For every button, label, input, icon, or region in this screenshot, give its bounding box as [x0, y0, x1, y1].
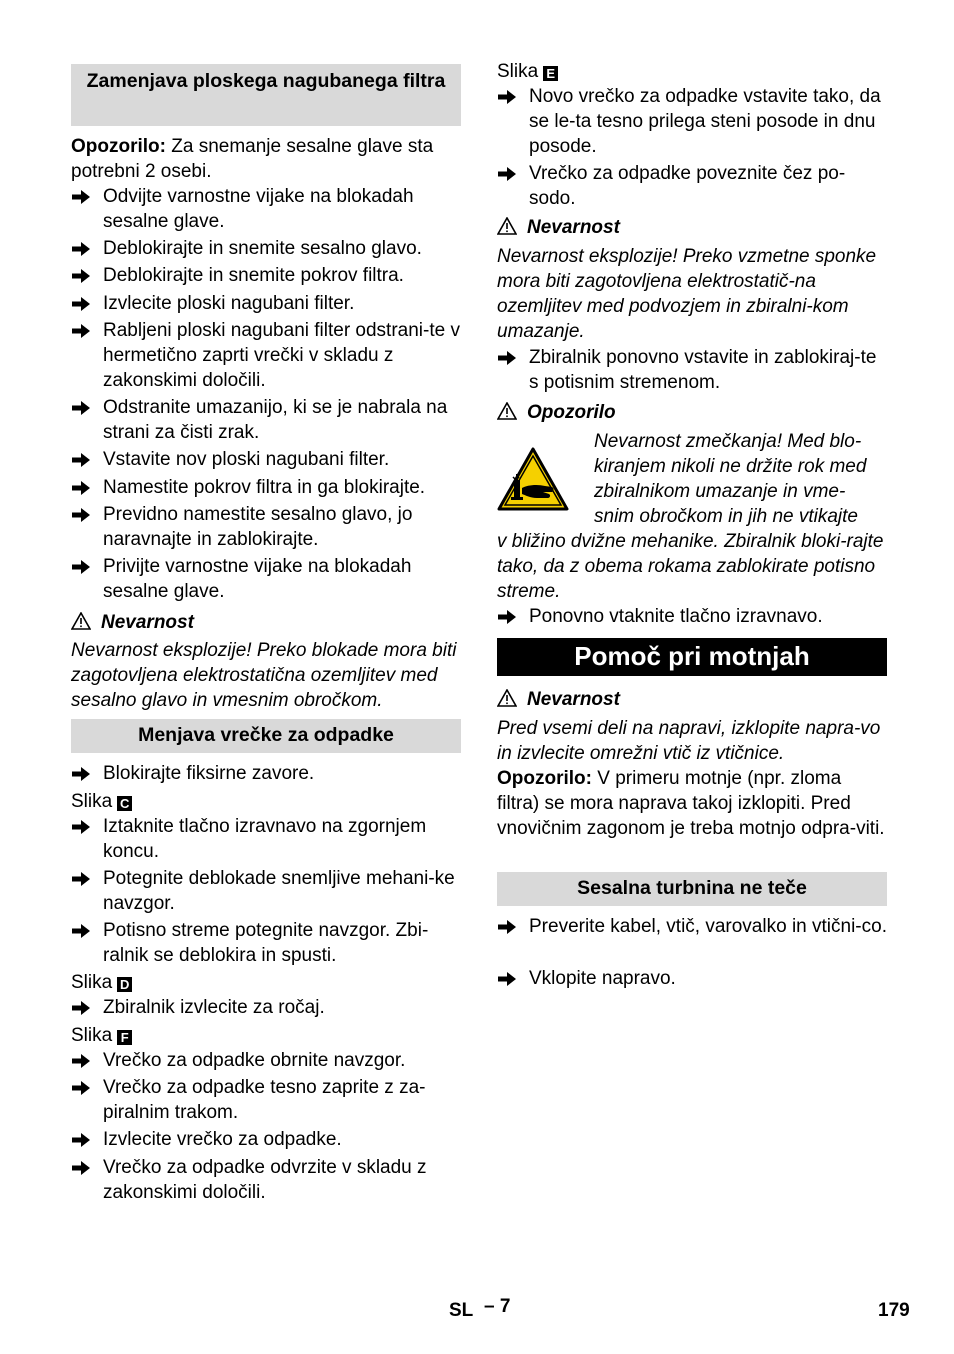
arrow-right-icon — [71, 291, 93, 316]
section-heading-turbine: Sesalna turbnina ne teče — [497, 872, 887, 906]
note-text: Za snemanje sesalne glave sta potrebni 2 osebi. — [71, 136, 434, 182]
list-item: Zbiralnik ponovno vstavite in zablokiraj-te s potisnim stremenom. — [497, 345, 887, 395]
list-item: Preverite kabel, vtič, varovalko in vtični-co. — [497, 914, 887, 939]
list-item: Vklopite napravo. — [497, 966, 887, 991]
arrow-right-icon — [71, 475, 93, 500]
figure-letter-badge: E — [543, 66, 558, 81]
danger-text: Nevarnost eksplozije! Preko vzmetne sponke mora biti zagotovljena elektrostatič-na ozemljitev med podvozjem in zbiralni-kom umazanje. — [497, 246, 877, 342]
arrow-right-icon — [71, 395, 93, 420]
arrow-right-icon — [71, 554, 93, 579]
arrow-right-icon — [71, 1048, 93, 1073]
list-item: Vrečko za odpadke poveznite čez po-sodo. — [497, 161, 887, 211]
list-item: Vrečko za odpadke obrnite navzgor. — [71, 1048, 461, 1073]
danger-heading: Nevarnost — [497, 687, 887, 712]
list-item: Odvijte varnostne vijake na blokadah sesalne glave. — [71, 184, 461, 234]
list-item: Vstavite nov ploski nagubani filter. — [71, 447, 461, 472]
arrow-right-icon — [71, 447, 93, 472]
footer-page-number: 179 — [878, 1300, 910, 1321]
danger-heading: Nevarnost — [497, 215, 887, 240]
arrow-right-icon — [71, 263, 93, 288]
list-item: Deblokirajte in snemite sesalno glavo. — [71, 236, 461, 261]
arrow-right-icon — [71, 995, 93, 1020]
arrow-right-icon — [71, 1155, 93, 1180]
list-item: Ponovno vtaknite tlačno izravnavo. — [497, 604, 887, 629]
section-heading-filter: Zamenjava ploskega nagubanega filtra — [71, 64, 461, 126]
arrow-right-icon — [497, 84, 519, 109]
figure-ref-c: Slika C — [71, 789, 461, 814]
hand-crush-warning-icon — [497, 447, 569, 511]
arrow-right-icon — [497, 604, 519, 629]
arrow-right-icon — [71, 502, 93, 527]
warning-triangle-icon — [497, 402, 517, 420]
caution-text: v bližino dvižne mehanike. Zbiralnik bloki-rajte tako, da z obema rokama zablokirate potisno streme. — [497, 531, 884, 602]
list-item: Zbiralnik izvlecite za ročaj. — [71, 995, 461, 1020]
note-label: Opozorilo: — [497, 768, 592, 789]
list-item: Novo vrečko za odpadke vstavite tako, da se le-ta tesno prilega steni posode in dnu posode. — [497, 84, 887, 159]
warning-triangle-icon — [497, 689, 517, 707]
danger-text: Pred vsemi deli na napravi, izklopite napra-vo in izvlecite omrežni vtič iz vtičnice. — [497, 718, 881, 764]
figure-ref-f: Slika F — [71, 1023, 461, 1048]
caution-heading: Opozorilo — [497, 400, 887, 425]
arrow-right-icon — [71, 814, 93, 839]
arrow-right-icon — [71, 918, 93, 943]
list-item: Potegnite deblokade snemljive mehani-ke navzgor. — [71, 866, 461, 916]
list-item: Blokirajte fiksirne zavore. — [71, 761, 461, 786]
list-item: Potisno streme potegnite navzgor. Zbi-ralnik se deblokira in spusti. — [71, 918, 461, 968]
list-item: Namestite pokrov filtra in ga blokirajte. — [71, 475, 461, 500]
arrow-right-icon — [71, 318, 93, 343]
arrow-right-icon — [71, 184, 93, 209]
figure-letter-badge: C — [117, 796, 132, 811]
list-item: Vrečko za odpadke tesno zaprite z za-piralnim trakom. — [71, 1075, 461, 1125]
figure-letter-badge: F — [117, 1030, 132, 1045]
note-text: V primeru motnje (npr. zloma filtra) se mora naprava takoj izklopiti. Pred vnovičnim zagonom je treba motnjo odpra-viti. — [497, 768, 885, 839]
note-filter — [71, 134, 461, 184]
arrow-right-icon — [71, 761, 93, 786]
figure-letter-badge: D — [117, 977, 132, 992]
note-label: Opozorilo: — [71, 136, 166, 157]
chapter-heading: Pomoč pri motnjah — [497, 638, 887, 676]
warning-triangle-icon — [497, 217, 517, 235]
figure-ref-e: Slika E — [497, 59, 887, 84]
figure-ref-d: Slika D — [71, 970, 461, 995]
footer-language: SL — [449, 1300, 474, 1321]
list-item: Vrečko za odpadke odvrzite v skladu z zakonskimi določili. — [71, 1155, 461, 1205]
list-item: Odstranite umazanijo, ki se je nabrala na strani za čisti zrak. — [71, 395, 461, 445]
list-item: Previdno namestite sesalno glavo, jo naravnajte in zablokirajte. — [71, 502, 461, 552]
list-item: Deblokirajte in snemite pokrov filtra. — [71, 263, 461, 288]
arrow-right-icon — [71, 1127, 93, 1152]
list-item: Iztaknite tlačno izravnavo na zgornjem koncu. — [71, 814, 461, 864]
arrow-right-icon — [71, 866, 93, 891]
arrow-right-icon — [497, 966, 519, 991]
caution-text-wrapped: Nevarnost zmečkanja! Med blo- kiranjem nikoli ne držite rok med zbiralnikom umazanje in vme- snim obročkom in jih ne vtikajte — [594, 431, 867, 527]
arrow-right-icon — [497, 161, 519, 186]
note-fault — [497, 766, 887, 841]
arrow-right-icon — [497, 345, 519, 370]
warning-triangle-icon — [71, 612, 91, 630]
section-heading-bag: Menjava vrečke za odpadke — [71, 719, 461, 753]
arrow-right-icon — [71, 236, 93, 261]
list-item: Izvlecite vrečko za odpadke. — [71, 1127, 461, 1152]
list-item: Privijte varnostne vijake na blokadah sesalne glave. — [71, 554, 461, 604]
arrow-right-icon — [497, 914, 519, 939]
arrow-right-icon — [71, 1075, 93, 1100]
danger-heading: Nevarnost — [71, 610, 461, 635]
list-item: Rabljeni ploski nagubani filter odstrani-te v hermetično zaprti vrečki v skladu z zakonskimi določili. — [71, 318, 461, 393]
list-item: Izvlecite ploski nagubani filter. — [71, 291, 461, 316]
footer-chapter-page: – 7 — [484, 1296, 511, 1317]
danger-text: Nevarnost eksplozije! Preko blokade mora biti zagotovljena elektrostatična ozemljitev med sesalno glavo in vmesnim obročkom. — [71, 640, 457, 711]
